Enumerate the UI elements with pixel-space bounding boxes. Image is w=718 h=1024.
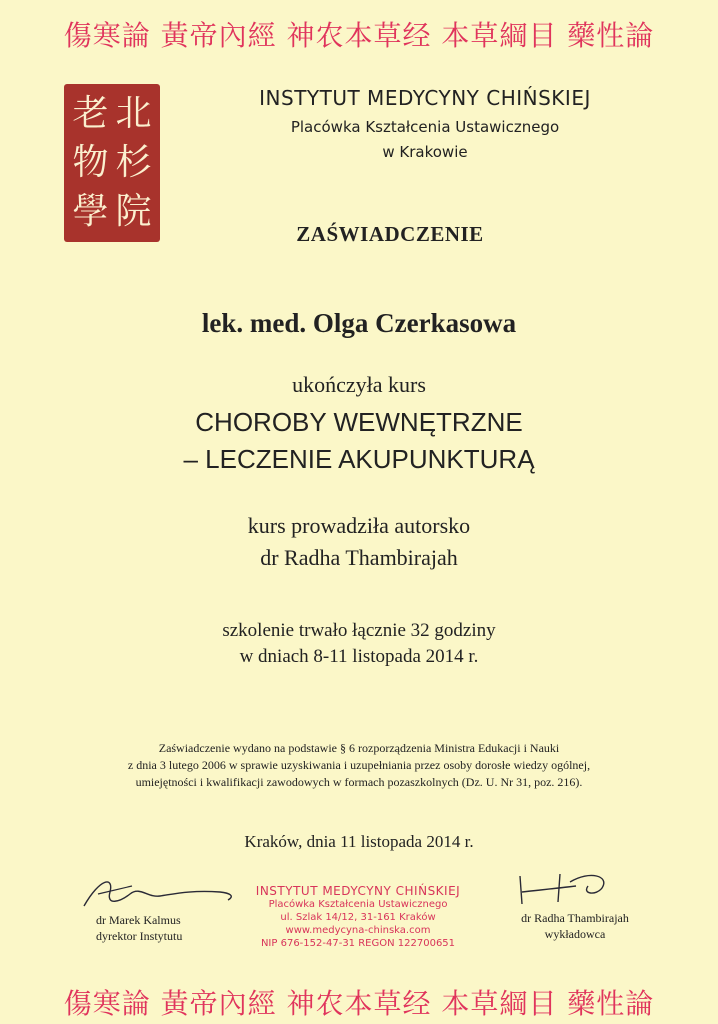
institute-subtitle: Placówka Kształcenia Ustawicznego bbox=[290, 118, 560, 136]
seal-char: 物 bbox=[72, 141, 109, 183]
recipient-name: lek. med. Olga Czerkasowa bbox=[201, 308, 517, 338]
chinese-classics-header: 傷寒論 黃帝內經 神农本草经 本草綱目 藥性論 bbox=[63, 19, 655, 52]
dates-text: w dniach 8-11 listopada 2014 r. bbox=[239, 646, 479, 667]
stamp-tax-ids: NIP 676-152-47-31 REGON 122700651 bbox=[260, 938, 456, 949]
seal-char: 北 bbox=[115, 92, 152, 134]
legal-basis-line2: z dnia 3 lutego 2006 w sprawie uzyskiwania i uzupełniania przez osoby dorosłe wiedzy ogólnej, bbox=[127, 758, 591, 772]
place-date: Kraków, dnia 11 listopada 2014 r. bbox=[244, 832, 474, 851]
seal-stamp bbox=[64, 84, 160, 242]
course-title-line2: – LECZENIE AKUPUNKTURĄ bbox=[183, 444, 535, 474]
legal-basis-line3: umiejętności i kwalifikacji zawodowych w formach pozaszkolnych (Dz. U. Nr 31, poz. 216). bbox=[135, 775, 583, 789]
completed-text: ukończyła kurs bbox=[292, 372, 426, 397]
institute-stamp bbox=[238, 884, 478, 950]
chinese-classics-footer: 傷寒論 黃帝內經 神农本草经 本草綱目 藥性論 bbox=[63, 987, 655, 1020]
director-role: dyrektor Instytutu bbox=[96, 929, 183, 943]
legal-basis-line1: Zaświadczenie wydano na podstawie § 6 rozporządzenia Ministra Edukacji i Nauki bbox=[158, 741, 560, 755]
institute-location: w Krakowie bbox=[382, 143, 468, 161]
stamp-website: www.medycyna-chinska.com bbox=[285, 925, 431, 936]
lecturer-name: dr Radha Thambirajah bbox=[260, 545, 458, 570]
lecturer-role: wykładowca bbox=[544, 927, 606, 941]
lecturer-signature-name: dr Radha Thambirajah bbox=[521, 911, 629, 925]
institute-name: INSTYTUT MEDYCYNY CHIŃSKIEJ bbox=[259, 86, 591, 110]
director-name: dr Marek Kalmus bbox=[96, 913, 181, 927]
seal-char: 老 bbox=[72, 92, 109, 134]
lecturer-signature bbox=[480, 866, 670, 910]
director-signature-block bbox=[70, 872, 250, 944]
stamp-subtitle: Placówka Kształcenia Ustawicznego bbox=[268, 899, 448, 910]
seal-char: 學 bbox=[72, 191, 109, 233]
stamp-institute-name: INSTYTUT MEDYCYNY CHIŃSKIEJ bbox=[255, 884, 461, 898]
led-by-text: kurs prowadziła autorsko bbox=[247, 513, 471, 538]
course-title-line1: CHOROBY WEWNĘTRZNE bbox=[195, 407, 523, 437]
director-signature bbox=[70, 872, 240, 912]
document-title: ZAŚWIADCZENIE bbox=[296, 222, 484, 246]
lecturer-signature-block bbox=[480, 866, 670, 942]
stamp-address: ul. Szlak 14/12, 31-161 Kraków bbox=[280, 912, 436, 923]
seal-char: 杉 bbox=[115, 141, 152, 183]
duration-text: szkolenie trwało łącznie 32 godziny bbox=[222, 620, 496, 641]
seal-char: 院 bbox=[115, 191, 152, 233]
